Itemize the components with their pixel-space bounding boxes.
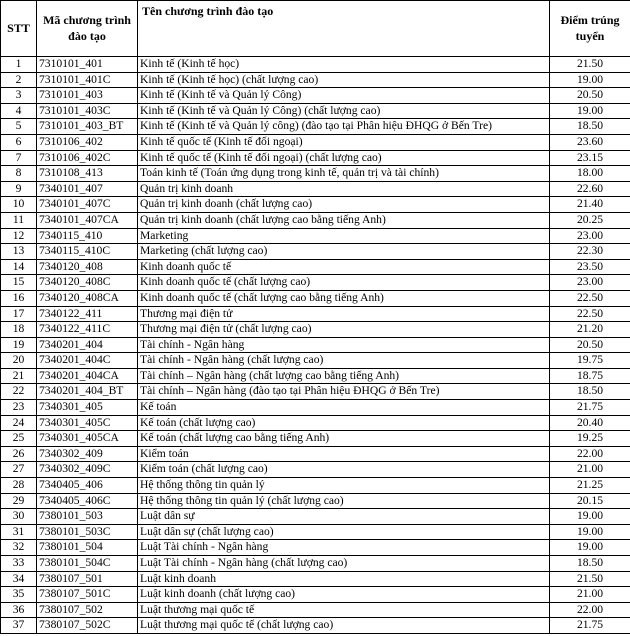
- cell-stt: 15: [1, 275, 37, 291]
- cell-program-code: 7340201_404_BT: [37, 384, 138, 400]
- cell-program-name: Luật kinh doanh (chất lượng cao): [138, 587, 550, 603]
- cell-program-code: 7380107_502C: [37, 618, 138, 634]
- cell-program-name: Marketing (chất lượng cao): [138, 244, 550, 260]
- cell-program-code: 7380101_504C: [37, 556, 138, 572]
- cell-stt: 7: [1, 150, 37, 166]
- cell-admission-score: 18.50: [550, 384, 630, 400]
- cell-stt: 3: [1, 88, 37, 104]
- cell-program-code: 7340101_407: [37, 181, 138, 197]
- cell-program-code: 7340301_405: [37, 400, 138, 416]
- cell-program-code: 7340302_409C: [37, 462, 138, 478]
- cell-admission-score: 23.50: [550, 259, 630, 275]
- cell-stt: 24: [1, 415, 37, 431]
- table-row: [1, 571, 630, 587]
- table-row: [1, 493, 630, 509]
- table-row: [1, 337, 630, 353]
- cell-program-code: 7380101_503: [37, 509, 138, 525]
- cell-program-code: 7340120_408CA: [37, 290, 138, 306]
- table-row: [1, 181, 630, 197]
- cell-admission-score: 18.50: [550, 119, 630, 135]
- cell-program-name: Quản trị kinh doanh (chất lượng cao): [138, 197, 550, 213]
- cell-admission-score: 22.30: [550, 244, 630, 260]
- table-row: [1, 415, 630, 431]
- table-row: [1, 228, 630, 244]
- table-row: [1, 212, 630, 228]
- table-row: [1, 509, 630, 525]
- cell-admission-score: 18.00: [550, 166, 630, 182]
- cell-program-name: Luật thương mại quốc tế: [138, 602, 550, 618]
- table-row: [1, 368, 630, 384]
- table-row: [1, 290, 630, 306]
- cell-program-code: 7340122_411: [37, 306, 138, 322]
- cell-program-code: 7340201_404C: [37, 353, 138, 369]
- cell-stt: 25: [1, 431, 37, 447]
- cell-program-code: 7310106_402: [37, 134, 138, 150]
- table-row: [1, 244, 630, 260]
- cell-admission-score: 21.50: [550, 57, 630, 73]
- table-row: [1, 259, 630, 275]
- table-row: [1, 134, 630, 150]
- cell-admission-score: 22.00: [550, 446, 630, 462]
- table-row: [1, 103, 630, 119]
- cell-stt: 36: [1, 602, 37, 618]
- cell-program-code: 7340302_409: [37, 446, 138, 462]
- cell-program-name: Kinh doanh quốc tế (chất lượng cao): [138, 275, 550, 291]
- cell-program-name: Quản trị kinh doanh (chất lượng cao bằng tiếng Anh): [138, 212, 550, 228]
- cell-admission-score: 19.00: [550, 103, 630, 119]
- cell-admission-score: 20.40: [550, 415, 630, 431]
- cell-stt: 12: [1, 228, 37, 244]
- cell-program-code: 7310108_413: [37, 166, 138, 182]
- header-program-code: Mã chương trình đào tạo: [37, 1, 138, 57]
- header-admission-score: Điểm trúng tuyển: [550, 1, 630, 57]
- cell-admission-score: 19.00: [550, 509, 630, 525]
- cell-program-name: Kế toán (chất lượng cao bằng tiếng Anh): [138, 431, 550, 447]
- cell-admission-score: 23.15: [550, 150, 630, 166]
- table-row: [1, 275, 630, 291]
- cell-admission-score: 21.40: [550, 197, 630, 213]
- cell-program-name: Kinh tế quốc tế (Kinh tế đối ngoại): [138, 134, 550, 150]
- cell-admission-score: 19.00: [550, 540, 630, 556]
- cell-admission-score: 20.15: [550, 493, 630, 509]
- cell-program-name: Luật kinh doanh: [138, 571, 550, 587]
- cell-program-code: 7340120_408C: [37, 275, 138, 291]
- cell-stt: 8: [1, 166, 37, 182]
- cell-program-name: Hệ thống thông tin quản lý (chất lượng cao): [138, 493, 550, 509]
- table-row: [1, 150, 630, 166]
- cell-admission-score: 21.25: [550, 478, 630, 494]
- cell-stt: 16: [1, 290, 37, 306]
- cell-program-name: Tài chính – Ngân hàng (chất lượng cao bằng tiếng Anh): [138, 368, 550, 384]
- cell-admission-score: 18.50: [550, 556, 630, 572]
- cell-stt: 37: [1, 618, 37, 634]
- cell-program-name: Tài chính - Ngân hàng: [138, 337, 550, 353]
- cell-admission-score: 19.25: [550, 431, 630, 447]
- table-row: [1, 322, 630, 338]
- cell-stt: 5: [1, 119, 37, 135]
- cell-stt: 10: [1, 197, 37, 213]
- cell-stt: 23: [1, 400, 37, 416]
- cell-program-name: Kinh doanh quốc tế (chất lượng cao bằng tiếng Anh): [138, 290, 550, 306]
- cell-program-name: Kinh tế (Kinh tế học): [138, 57, 550, 73]
- cell-program-code: 7380101_503C: [37, 524, 138, 540]
- table-row: [1, 88, 630, 104]
- cell-stt: 33: [1, 556, 37, 572]
- cell-admission-score: 20.50: [550, 88, 630, 104]
- cell-stt: 32: [1, 540, 37, 556]
- cell-stt: 35: [1, 587, 37, 603]
- cell-stt: 29: [1, 493, 37, 509]
- cell-stt: 19: [1, 337, 37, 353]
- table-header-row: [1, 1, 630, 57]
- cell-admission-score: 21.00: [550, 587, 630, 603]
- cell-stt: 31: [1, 524, 37, 540]
- header-program-name: Tên chương trình đào tạo: [138, 1, 550, 57]
- cell-program-code: 7340115_410C: [37, 244, 138, 260]
- cell-stt: 26: [1, 446, 37, 462]
- cell-program-name: Tài chính – Ngân hàng (đào tạo tại Phân hiệu ĐHQG ở Bến Tre): [138, 384, 550, 400]
- cell-program-code: 7340405_406C: [37, 493, 138, 509]
- cell-stt: 21: [1, 368, 37, 384]
- cell-program-code: 7380107_502: [37, 602, 138, 618]
- cell-program-name: Kinh tế quốc tế (Kinh tế đối ngoại) (chất lượng cao): [138, 150, 550, 166]
- table-row: [1, 556, 630, 572]
- cell-stt: 13: [1, 244, 37, 260]
- table-row: [1, 446, 630, 462]
- cell-program-name: Luật thương mại quốc tế (chất lượng cao): [138, 618, 550, 634]
- cell-admission-score: 22.00: [550, 602, 630, 618]
- cell-program-code: 7340101_407C: [37, 197, 138, 213]
- cell-program-code: 7340405_406: [37, 478, 138, 494]
- table-row: [1, 353, 630, 369]
- cell-program-code: 7310101_401: [37, 57, 138, 73]
- cell-program-name: Marketing: [138, 228, 550, 244]
- cell-program-code: 7310106_402C: [37, 150, 138, 166]
- table-row: [1, 306, 630, 322]
- cell-stt: 28: [1, 478, 37, 494]
- table-row: [1, 478, 630, 494]
- cell-program-code: 7380101_504: [37, 540, 138, 556]
- table-row: [1, 618, 630, 634]
- cell-program-name: Kinh doanh quốc tế: [138, 259, 550, 275]
- cell-admission-score: 21.00: [550, 462, 630, 478]
- cell-stt: 17: [1, 306, 37, 322]
- cell-program-name: Kinh tế (Kinh tế và Quản lý Công): [138, 88, 550, 104]
- cell-admission-score: 23.60: [550, 134, 630, 150]
- cell-program-code: 7340101_407CA: [37, 212, 138, 228]
- cell-stt: 34: [1, 571, 37, 587]
- cell-stt: 1: [1, 57, 37, 73]
- cell-program-code: 7310101_403: [37, 88, 138, 104]
- cell-stt: 6: [1, 134, 37, 150]
- cell-admission-score: 21.50: [550, 571, 630, 587]
- cell-program-code: 7380107_501: [37, 571, 138, 587]
- cell-admission-score: 22.60: [550, 181, 630, 197]
- cell-stt: 20: [1, 353, 37, 369]
- table-body: [1, 57, 630, 634]
- cell-stt: 30: [1, 509, 37, 525]
- cell-admission-score: 23.00: [550, 275, 630, 291]
- cell-program-code: 7340301_405CA: [37, 431, 138, 447]
- table-row: [1, 72, 630, 88]
- cell-program-name: Luật dân sự: [138, 509, 550, 525]
- cell-program-name: Kiểm toán (chất lượng cao): [138, 462, 550, 478]
- cell-program-name: Kinh tế (Kinh tế và Quản lý Công) (chất lượng cao): [138, 103, 550, 119]
- cell-program-name: Kinh tế (Kinh tế học) (chất lượng cao): [138, 72, 550, 88]
- cell-program-code: 7340120_408: [37, 259, 138, 275]
- cell-program-code: 7380107_501C: [37, 587, 138, 603]
- header-stt: STT: [1, 1, 37, 57]
- cell-admission-score: 22.50: [550, 290, 630, 306]
- table-row: [1, 384, 630, 400]
- cell-stt: 18: [1, 322, 37, 338]
- cell-program-name: Thương mại điện tử (chất lượng cao): [138, 322, 550, 338]
- cell-program-name: Luật Tài chính - Ngân hàng: [138, 540, 550, 556]
- table-row: [1, 400, 630, 416]
- cell-program-code: 7340201_404: [37, 337, 138, 353]
- cell-admission-score: 19.00: [550, 72, 630, 88]
- table-row: [1, 524, 630, 540]
- cell-program-name: Tài chính - Ngân hàng (chất lượng cao): [138, 353, 550, 369]
- cell-admission-score: 20.25: [550, 212, 630, 228]
- cell-stt: 22: [1, 384, 37, 400]
- cell-program-name: Thương mại điện tử: [138, 306, 550, 322]
- cell-stt: 11: [1, 212, 37, 228]
- table-row: [1, 602, 630, 618]
- table-row: [1, 540, 630, 556]
- cell-program-code: 7340201_404CA: [37, 368, 138, 384]
- cell-stt: 9: [1, 181, 37, 197]
- cell-program-code: 7340122_411C: [37, 322, 138, 338]
- table-row: [1, 57, 630, 73]
- cell-admission-score: 22.50: [550, 306, 630, 322]
- cell-stt: 4: [1, 103, 37, 119]
- cell-program-name: Kinh tế (Kinh tế và Quản lý công) (đào tạo tại Phân hiệu ĐHQG ở Bến Tre): [138, 119, 550, 135]
- cell-admission-score: 21.75: [550, 400, 630, 416]
- cell-program-name: Luật dân sự (chất lượng cao): [138, 524, 550, 540]
- cell-program-code: 7340115_410: [37, 228, 138, 244]
- cell-admission-score: 23.00: [550, 228, 630, 244]
- cell-program-name: Kế toán (chất lượng cao): [138, 415, 550, 431]
- cell-admission-score: 19.00: [550, 524, 630, 540]
- cell-admission-score: 21.20: [550, 322, 630, 338]
- cell-stt: 27: [1, 462, 37, 478]
- table-row: [1, 197, 630, 213]
- cell-program-name: Luật Tài chính - Ngân hàng (chất lượng cao): [138, 556, 550, 572]
- table-row: [1, 119, 630, 135]
- cell-admission-score: 21.75: [550, 618, 630, 634]
- cell-program-name: Kế toán: [138, 400, 550, 416]
- table-row: [1, 587, 630, 603]
- cell-stt: 2: [1, 72, 37, 88]
- cell-program-name: Quản trị kinh doanh: [138, 181, 550, 197]
- cell-program-name: Kiểm toán: [138, 446, 550, 462]
- table-row: [1, 431, 630, 447]
- cell-stt: 14: [1, 259, 37, 275]
- cell-admission-score: 19.75: [550, 353, 630, 369]
- cell-program-name: Toán kinh tế (Toán ứng dụng trong kinh tế, quản trị và tài chính): [138, 166, 550, 182]
- cell-program-code: 7340301_405C: [37, 415, 138, 431]
- cell-program-code: 7310101_403_BT: [37, 119, 138, 135]
- cell-program-code: 7310101_401C: [37, 72, 138, 88]
- table-row: [1, 462, 630, 478]
- table-row: [1, 166, 630, 182]
- cell-program-code: 7310101_403C: [37, 103, 138, 119]
- cell-program-name: Hệ thống thông tin quản lý: [138, 478, 550, 494]
- cell-admission-score: 18.75: [550, 368, 630, 384]
- cell-admission-score: 20.50: [550, 337, 630, 353]
